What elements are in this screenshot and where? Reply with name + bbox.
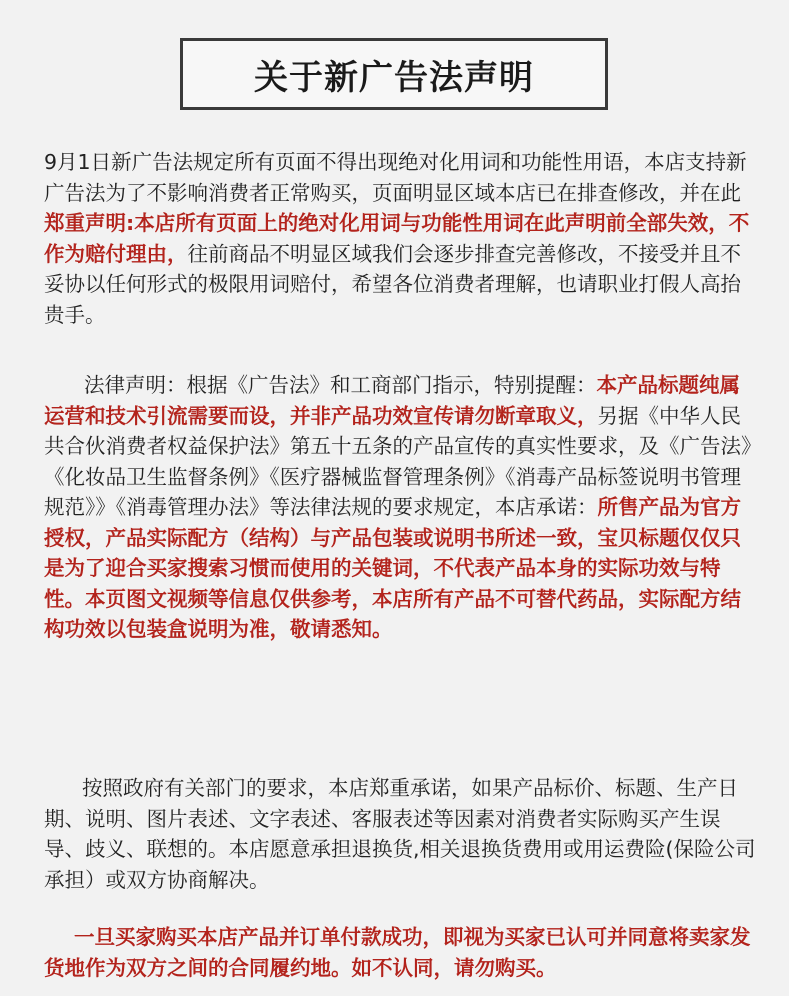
commitment-paragraph [44,773,756,895]
text-segment: 法律声明：根据《广告法》和工商部门指示，特别提醒： [84,373,597,397]
highlight-segment: 所售产品为官方授权，产品实际配方（结构）与产品包装或说明书所述一致，宝贝标题仅仅只是为了迎合买家搜索习惯而使用的关键词，不代表产品本身的实际功效与特性。本页图文视频等信息仅供参考，本店所有产品不可替代药品，实际配方结构功效以包装盒说明为准，敬请悉知。 [44,495,741,641]
text-segment: 9月1日新广告法规定所有页面不得出现绝对化用词和功能性用语，本店支持新广告法为了不影响消费者正常购买，页面明显区域本店已在排查修改，并在此 [44,150,747,205]
purchase-agreement-paragraph [44,922,756,983]
legal-statement-paragraph [44,370,756,645]
notice-paragraph-1 [44,147,756,330]
text-segment: 往前商品不明显区域我们会逐步排查完善修改，不接受并且不妥协以任何形式的极限用词赔付，希望各位消费者理解，也请职业打假人高抬贵手。 [44,241,741,327]
highlight-segment: 郑重声明:本店所有页面上的绝对化用词与功能性用词在此声明前全部失效，不作为赔付理由， [44,211,750,266]
page-title: 关于新广告法声明 [254,57,534,98]
text-segment: 另据《中华人民共合伙消费者权益保护法》第五十五条的产品宣传的真实性要求，及《广告法》《化妆品卫生监督条例》《医疗器械监督管理条例》《消毒产品标签说明书管理规范》》《消毒管理办法》等法律法规的要求规定，本店承诺： [44,403,752,519]
text-segment: 按照政府有关部门的要求，本店郑重承诺，如果产品标价、标题、生产日期、说明、图片表述、文字表述、客服表述等因素对消费者实际购买产生误导、歧义、联想的。本店愿意承担退换货,相关退换货费用或用运费险(保险公司承担）或双方协商解决。 [44,776,756,892]
highlight-segment: 本产品标题纯属运营和技术引流需要而设，并非产品功效宣传请勿断章取义， [44,373,740,428]
highlight-segment: 一旦买家购买本店产品并订单付款成功，即视为买家已认可并同意将卖家发货地作为双方之间的合同履约地。如不认同，请勿购买。 [44,925,751,980]
title-box [180,38,608,110]
